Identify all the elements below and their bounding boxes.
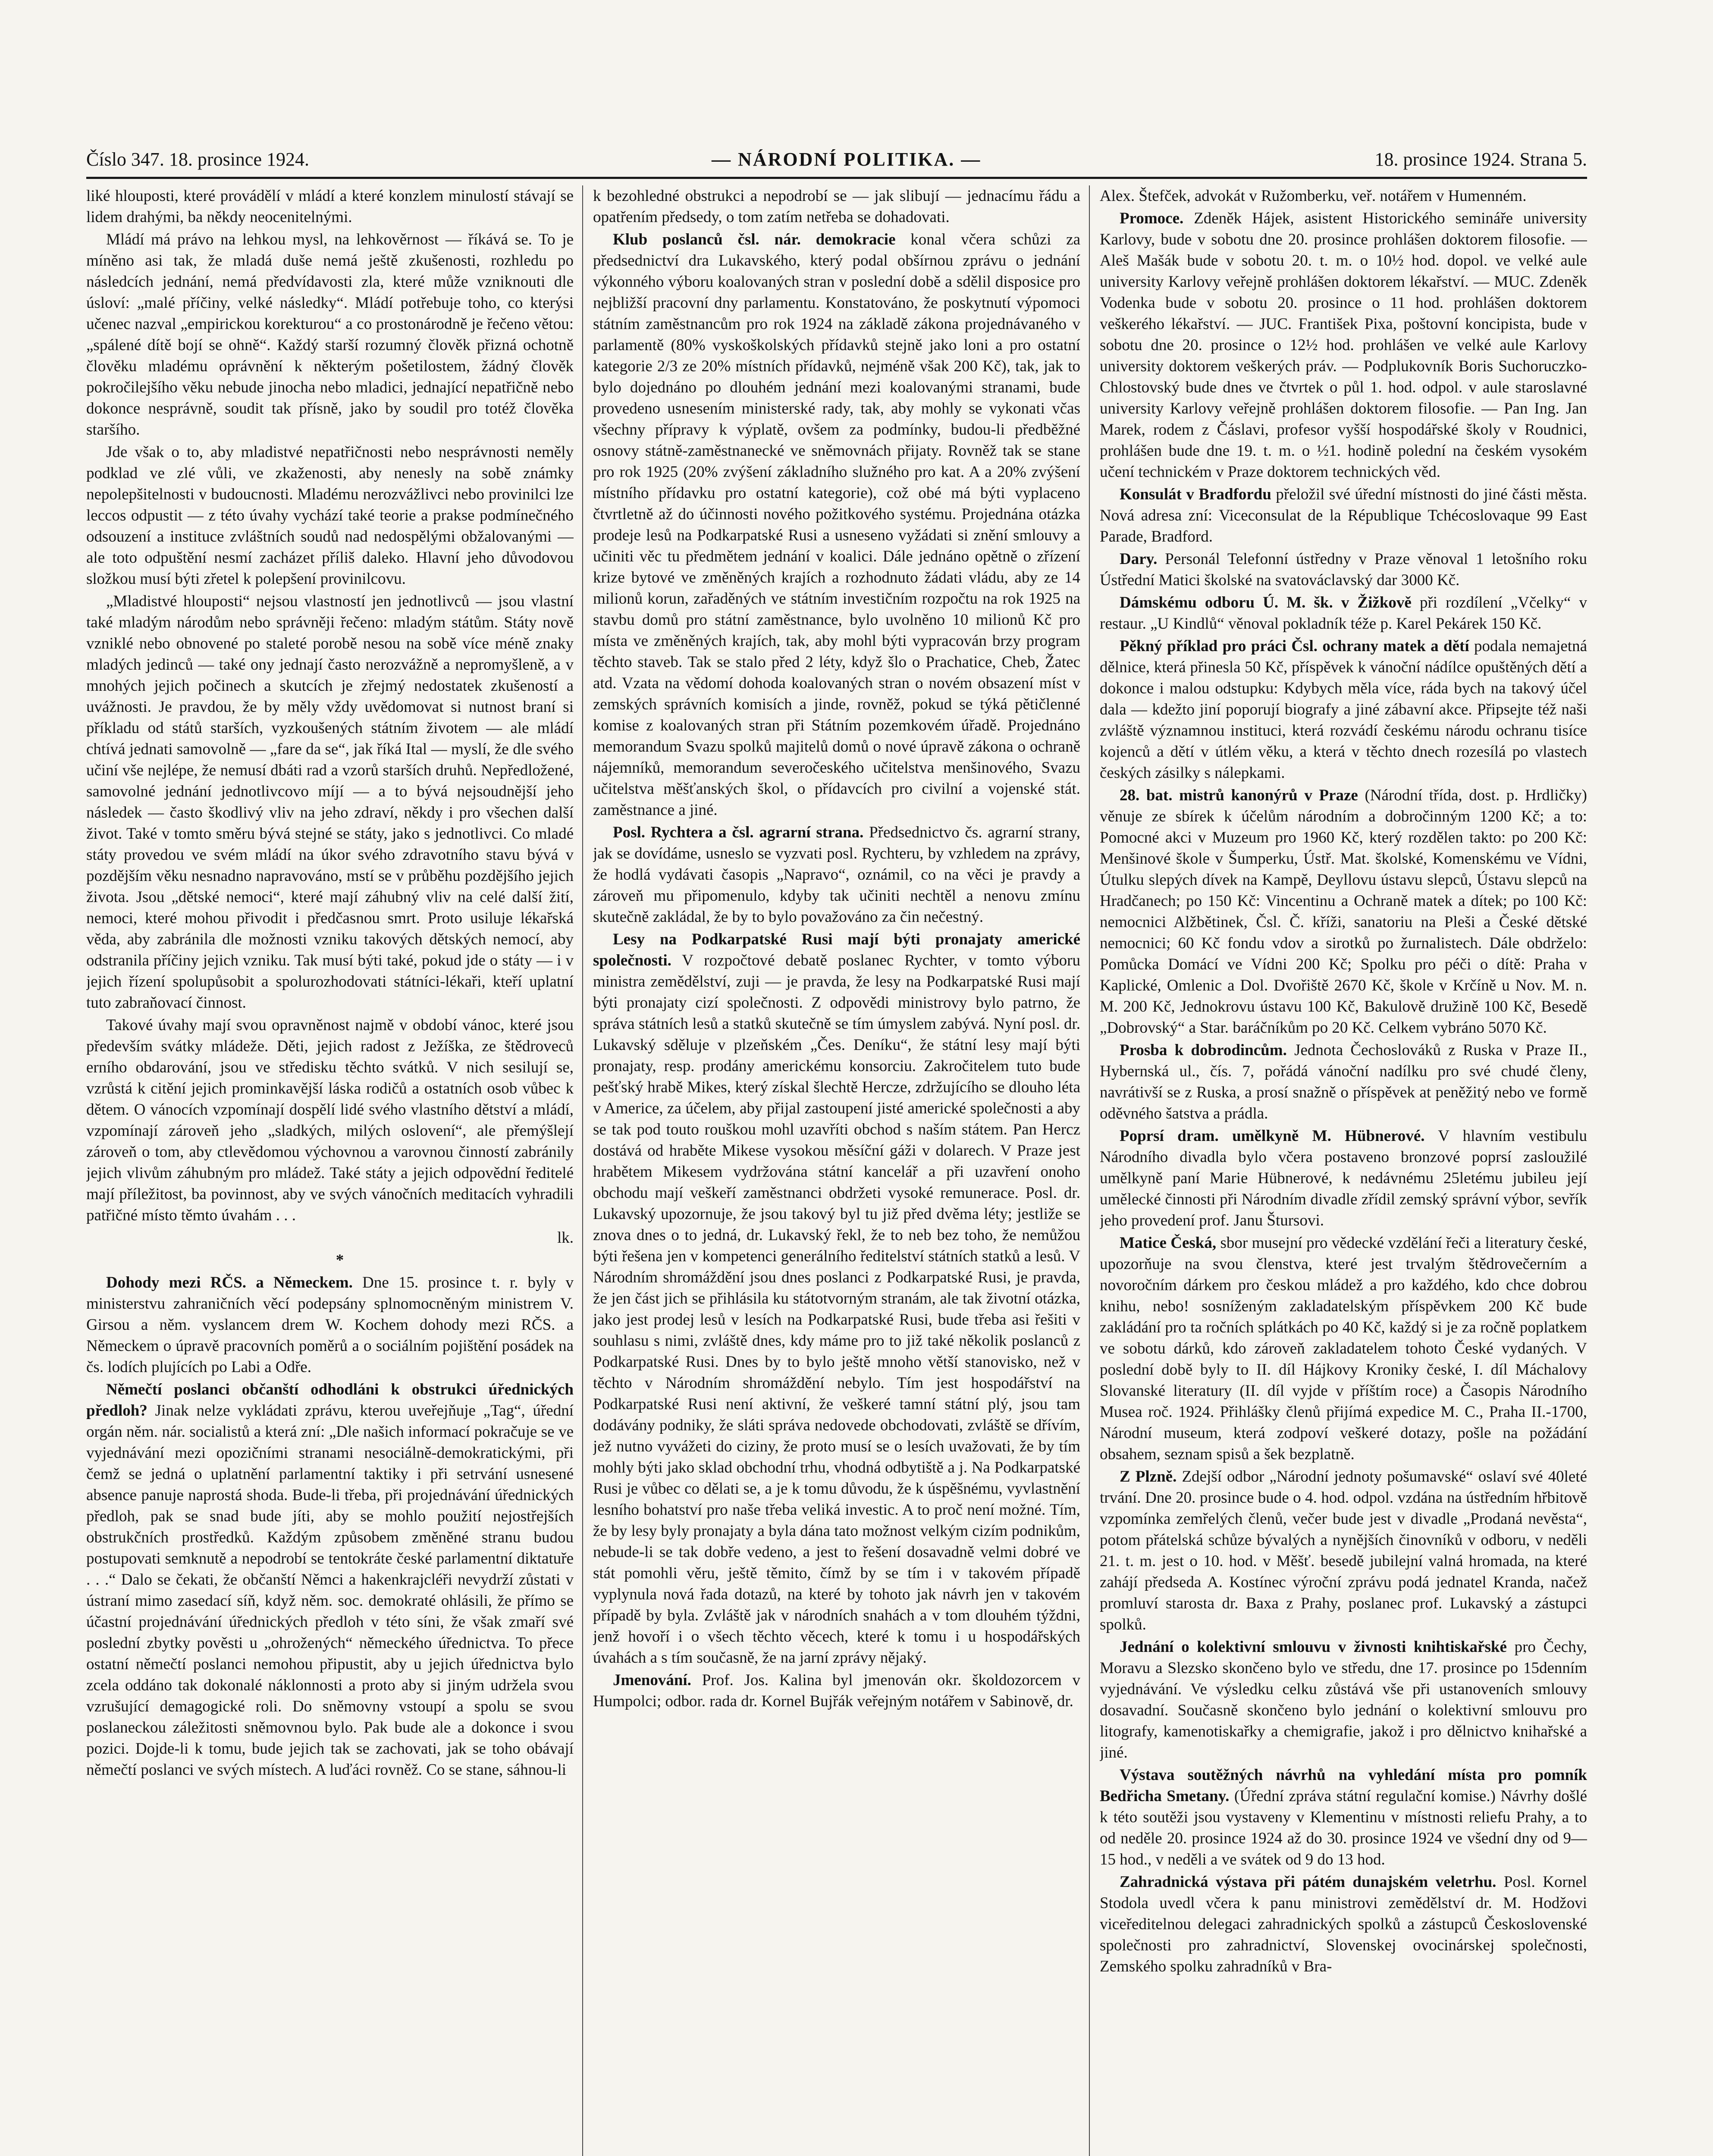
news-item-body: Jinak nelze vykládati zprávu, kterou uveřejňuje „Tag“, úřední orgán něm. nár. socialistů a která zní: „Dle našich informací pokračuje se ve vyjednávání mezi opozičními stranami nesociálně-demokratickými, při čemž se jedná o uplatnění parlamentní taktiky i při setrvání usnesené absence panuje naprostá shoda. Bude-li třeba, při projednávání úřednických předloh, pak se snad bude jíti, aby se mohlo použití nejostřejších obstrukčních prostředků. Každým způsobem změněné stranu budou postupovati semknutě a nepodrobí se tentokráte české parlamentní diktatuře . . .“ Dalo se čekati, že občanští Němci a hakenkrajcléři nevydrží zůstati v ústraní mimo zasedací síň, když něm. soc. demokraté ohlásili, že přímo se účastní projednávání úřednických předloh v této síni, že však zmaří své poslední zbytky pověsti u „ohrožených“ německého úřednictva. To přece ostatní němečtí poslanci nemohou připustit, aby u jejich úřednictva bylo zcela oddáno tak dokonalé náklonnosti a proto aby si jiným udržela svou vzrušující demagogické roli. Do sněmovny vstoupí a spolu se svou poslaneckou záležitosti sněmovnou bylo. Pak bude ale a dokonce i svou pozici. Dojde-li k tomu, bude jejich tak se zachovati, jak se toho obávají němečtí poslanci ve svých místech. A luďáci rovněž. Co se stane, sáhnou-li (86, 1402, 574, 1779)
news-item (1100, 592, 1587, 634)
news-item-headline: Zahradnická výstava při pátém dunajském veletrhu. (1120, 1873, 1497, 1891)
news-item-headline: Posl. Rychtera a čsl. agrarní strana. (613, 824, 864, 841)
column-divider (1089, 185, 1090, 2156)
page-header (86, 144, 1587, 175)
column-left (86, 185, 574, 2156)
news-item (1100, 1466, 1587, 1635)
news-item-headline: Konsulát v Bradfordu (1120, 486, 1271, 503)
news-item-headline: Jmenování. (613, 1671, 691, 1689)
article-paragraph: liké hlouposti, které provádělí v mládí a které konzlem minulostí stávají se lidem drahými, ba někdy neocenitelnými. (86, 187, 574, 226)
date-page-number: 18. prosince 1924. Strana 5. (1374, 149, 1587, 170)
news-item-headline: Jednání o kolektivní smlouvu v živnosti knihtiskařské (1120, 1638, 1507, 1656)
news-item-headline: 28. bat. mistrů kanonýrů v Praze (1120, 787, 1358, 804)
news-item-body: Posl. Kornel Stodola uvedl včera k panu ministrovi zemědělství dr. M. Hodžovi viceředitelnou delegaci zahradnických spolků a zástupců Československé společnosti pro zahradnictví, Slovenskej ovocinárskej společnosti, Zemského spolku zahradníků v Bra- (1100, 1873, 1587, 1975)
news-item-body: sbor musejní pro vědecké vzdělání řeči a literatury české, upozorňuje na svou členstva, které jest trvalým štědrovečerním a novoročním dárkem pro českou mládež a pro každého, kdo chce dobrou knihu, nebo! sosníženým zakladatelským příspěvkem 200 Kč bude zakládání pro ta ročních splátkách po 40 Kč, každý si je za ročně poplatkem ve sobotu dárků, kdo zároveň zakladatelem tohoto České vydaných. V poslední době byly to II. díl Hájkovy Kroniky české, I. díl Máchalovy Slovanské literatury (II. díl vyjde v příštím roce) a Časopis Národního Musea roč. 1924. Přihlášky členů přijímá expedice M. C., Praha II.-1700, Národní museum, která zodpoví veškeré dotazy, pošle na požádání obsahem, seznam spisů a šek bezplatně. (1100, 1234, 1587, 1463)
masthead-title: — NÁRODNÍ POLITIKA. — (712, 149, 982, 170)
news-item-body: Jednota Čechoslováků z Ruska v Praze II., Hybernská ul., čís. 7, pořádá vánoční nadílku pro své chudé členy, navrátivší se z Ruska, a prosí snažně o příspěvek at peněžitý nebo ve formě oděvného šatstva a prádla. (1100, 1041, 1587, 1122)
news-item-body: při rozdílení „Včelky“ v restaur. „U Kindlů“ věnoval pokladník téže p. Karel Pekárek 150 Kč. (1100, 594, 1587, 633)
news-item (1100, 1125, 1587, 1231)
column-divider (582, 185, 583, 2156)
article-paragraph: „Mladistvé hlouposti“ nejsou vlastností jen jednotlivců — jsou vlastní také mladým národům nebo správněji řečeno: mladým státům. Státy nově vzniklé nebo obnovené po staleté porobě nesou na sobě více méně znaky mladých jedinců — také ony jednají často nerozvážně a nepromyšleně, a v mnohých jejich počinech a skutcích je zřejmý nedostatek zkušeností a uvážnosti. Je pravdou, že by měly vždy uvědomovat si nutnost braní si příkladu od států starších, vyzkoušených státním životem — ale mládí chtívá jednati samovolně — „fare da se“, jak říká Ital — myslí, že dle svého učiní vše nejlépe, že nemusí dbáti rad a vzorů starších druhů. Nepředložené, samovolné jednání jednotlivcovo míjí — a to bývá nejsoudnější jeho následek — často škodlivý vliv na jeho zdraví, někdy i pro všechen další život. Také v tomto směru bývá stejné se státy, jako s jednotlivci. Co mladé státy provedou ve svém mládí na úkor svého zdravotního stavu bývá v pozdějším věku nesnadno napravováno, mstí se v průběhu pozdějšího jejich života. Jsou „dětské nemoci“, které mají záhubný vliv na celé další žití, nemoci, které mohou přivodit i předčasnou smrt. Proto usiluje lékařská věda, aby zabránila dle možnosti vzniku takových dětských nemocí, aby odstranila příčiny jejich vzniku. Tak musí býti také, pokud jde o státy — i v jejich řízení spolupůsobit a spolurozhodovati státníci-lékaři, kteří uplatní tuto zabraňovací činnost. (86, 592, 574, 1012)
news-item (1100, 548, 1587, 591)
article-paragraph: Jde však o to, aby mladistvé nepatřičnosti nebo nesprávnosti neměly podklad ve zlé vůli, ve zkaženosti, aby nenesly na sobě známky nepolepšitelnosti v budoucnosti. Mladému nerozvážlivci nebo provinilci lze leccos odpustit — z této úvahy vychází také teorie a prakse podmínečného odsouzení a instituce zvláštních soudů nad nedospělými obžalovanými — ale toto odpuštění nesmí zacházet příliš daleko. Hlavní jeho důvodovou složkou musí býti zřetel k polepšení provinilcovu. (86, 443, 574, 588)
news-item (86, 1272, 574, 1378)
news-item (1100, 1232, 1587, 1465)
news-item (1100, 1636, 1587, 1763)
news-item-headline: Lesy na Podkarpatské Rusi mají býti pronajaty americké společnosti. (593, 931, 1080, 969)
news-item-body: Předsednictvo čs. agrarní strany, jak se dovídáme, usneslo se vyzvati posl. Rychteru, by vzhledem na zprávy, že hodlá vydávati časopis „Napravo“, oznámil, co na věci je pravdy a zároveň mu připomenulo, kdyby tak učiniti nechtěl a nenovu zmínu skutečně zakládal, že by to bylo považováno za čin nečestný. (593, 824, 1080, 926)
news-item-body: pro Čechy, Moravu a Slezsko skončeno bylo ve středu, dne 17. prosince po 15denním vyjednávání. Ve výsledku celku zůstává vše při ustanoveních smlouvy dosavadní. Současně skončeno bylo jednání o kolektivní smlouvu pro litografy, kamenotiskařky a chemigrafie, jakož i pro dělnictvo knihařské a jiné. (1100, 1638, 1587, 1761)
news-item-body: Zdeněk Hájek, asistent Historického semináře university Karlovy, bude v sobotu dne 20. prosince prohlášen doktorem filosofie. — Aleš Mašák bude v sobotu 20. t. m. o 10½ hod. dopol. ve velké aule university Karlovy veřejně prohlášen doktorem lékařství. — MUC. Zdeněk Vodenka bude v sobotu 20. prosince o 11 hod. prohlášen doktorem veškerého lékařství. — JUC. František Pixa, poštovní koncipista, bude v sobotu dne 20. prosince o 12½ hod. prohlášen ve velké aule Karlovy university doktorem veškerých práv. — Podplukovník Boris Suchoruczko-Chlostovský bude dnes ve čtvrtek o půl 1. hod. odpol. v aule staroslavné university Karlovy veřejně prohlášen doktorem filosofie. — Pan Ing. Jan Marek, rodem z Čáslavi, profesor vyšší hospodářské školy v Roudnici, prohlášen bude dne 19. t. m. o ½1. hodině polední na českém vysokém učení technickém v Praze doktorem technických věd. (1100, 210, 1587, 481)
news-item-body: Personál Telefonní ústředny v Praze věnoval 1 letošního roku Ústřední Matici školské na svatováclavský dar 3000 Kč. (1100, 550, 1587, 589)
news-item (1100, 636, 1587, 783)
news-item (1100, 1871, 1587, 1977)
issue-number-date: Číslo 347. 18. prosince 1924. (86, 149, 309, 170)
news-item-headline: Prosba k dobrodincům. (1120, 1041, 1287, 1059)
news-item-headline: Promoce. (1120, 210, 1184, 227)
news-item-headline: Dohody mezi RČS. a Německem. (106, 1274, 353, 1291)
news-item-headline: Z Plzně. (1120, 1468, 1177, 1485)
article-paragraph: Takové úvahy mají svou opravněnost najmě v období vánoc, které jsou především svátky mládeže. Děti, jejich radost z Ježíška, ze štědroveců erního obdarování, jsou ve středisku těchto svátků. V nich sesilují se, vzrůstá k citění jejich prominkavější láska rodičů a ostatních osob vůbec k dětem. O vánocích vzpomínají dospělí lidé svého vlastního dětství a mládí, vzpomínají zároveň jeho „sladkých, milých oslovení“, ale přemýšlejí zároveň o tom, aby ctlevědomou výchovnou a varovnou činností zabránily jejich vlivům záhubným pro mládež. Také státy a jejich odpovědní ředitelé mají příležitost, ba povinnost, aby ve svých vánočních meditacích vyhradili patřičné místo těmto úvahám . . . (86, 1016, 574, 1224)
news-item-body: V rozpočtové debatě poslanec Rychter, v tomto výboru ministra zemědělství, zuji — je pravda, že lesy na Podkarpatské Rusi mají býti pronajaty cizí společnosti. Z odpovědi ministrovy bylo patrno, že správa státních lesů a statků skutečně se tím úmyslem zabývá. Nyní posl. dr. Lukavský sděluje v plzeňském „Čes. Deníku“, že státní lesy mají býti pronajaty, resp. prodány americkému konsorciu. Zakročitelem tuto bude pešťský hrabě Mikes, který získal šlechtě Hercze, zdržujícího se dlouho léta v Americe, za účelem, aby přijal zastoupení jisté americké společnosti a aby se tak pod touto rouškou mohl uzavříti obchod s naším státem. Pan Hercz dostává od hraběte Mikese vysokou měsíční gáži v dolarech. V Praze jest hrabětem Mikesem vydržována státní kancelář a při uzavření onoho obchodu mají veškeří zaměstnanci obdržeti vysoké remunerace. Posl. dr. Lukavský upozornuje, že jsou takový byl tu již před dvěma léty; jestliže se znova dnes o to jedná, dr. Lukavský řekl, že to neb bez toho, že nemůžou býti řešena jen v kompetenci generálního ředitelství státních statků a lesů. V Národním shromáždění jsou dnes poslanci z Podkarpatské Rusi, je pravda, že jen část jich se přihlásila ku státotvorným stranám, ale tak životní otázka, jako jest prodej lesů v lesích na Podkarpatské Rusi, bude třeba asi řešiti v souhlasu s nimi, zvláště dnes, kdy máme pro to již také několik poslanců z Podkarpatské Rusi. Dnes by to bylo ještě mnoho větší stanovisko, než v těchto v Národním shromáždění nebylo. Tím jest hospodářství na Podkarpatské Rusi není aktivní, že veškeré tamní státní plý, jsou tam dodávány podniky, že sláti správa nedovede obchodovati, zvláště se dřívím, jež nutno vyvážeti do ciziny, že proto musí se o lesích uvažovati, že by tím mohly býti jako sklad obchodní trhu, vhodná odbytiště a j. Na Podkarpatské Rusi je vůbec co dělati se, a je k tomu důvodu, že k úspěšnému, vyvlastnění lesního bohatství pro naše třeba veliká investic. A to proč není možné. Tím, že by lesy byly pronajaty a byla dána tato možnost velkým cizím podnikům, nebude-li se tak dobře vedeno, a jest to řešení dosavadně velmi dobré ve stát pomohli věru, ještě těmito, čímž by se tím i v takovém případě vyplynula nová řada dotazů, na které by tohoto jak návrh jen v takovém případě by byla. Zvláště jak v národních snahách a v tom dlouhém týždni, jenž hovoří i o všech těchto věcech, které k tomu i u hospodářských úvahách a s tím současně, že na jarní zprávy nějaký. (593, 952, 1080, 1667)
news-item-headline: Výstava soutěžných návrhů na vyhledání místa pro pomník Bedřicha Smetany. (1100, 1766, 1587, 1805)
news-item (593, 929, 1080, 1668)
news-item-headline: Dary. (1120, 550, 1158, 568)
header-rule (86, 177, 1587, 179)
news-item-headline: Němečtí poslanci občanští odhodláni k obstrukci úřednických předloh? (86, 1381, 574, 1420)
news-item-body: (Národní třída, dost. p. Hrdličky) věnuje ze sbírek k účelům národním a dobročinným 1200 Kč; a to: Pomocné akci v Muzeum pro 1960 Kč, který rozdělen takto: po 200 Kč: Menšinové škole v Šumperku, Ústř. Mat. školské, Komenskému ve Vídni, Útulku slepých dívek na Kampě, Deyllovu ústavu slepců, Ústavu slepců na Hradčanech; po 150 Kč: Vincentinu a Ochraně matek a dítek; po 100 Kč: nemocnici Alžbětinek, Čsl. Č. kříži, sanatoriu na Pleši a České dětské nemocnici; 60 Kč fondu vdov a sirotků po žurnalistech. Dále obdrželo: Pomůcka Domácí ve Vídni 200 Kč; Spolku pro péči o dítě: Praha v Kaplické, Omlenic a Dol. Dvořiště 2670 Kč, škole v Krčíně u Nov. M. n. M. 200 Kč, Jednokrovu ústavu 100 Kč, Bakulově družině 100 Kč, Besedě „Dobrovský“ a Star. baráčníkům po 20 Kč. Celkem vybráno 5070 Kč. (1100, 787, 1587, 1037)
news-item-headline: Matice Česká, (1120, 1234, 1217, 1252)
author-signature: lk. (557, 1229, 574, 1247)
news-item-body: V hlavním vestibulu Národního divadla bylo včera postaveno bronzové poprsí zasloužilé umělkyně paní Marie Hübnerové, k nedávnému 25letému jubileu její umělecké činnosti při Národním divadle zřídil zemský správní výbor, sevřík jeho provedení prof. Janu Štursovi. (1100, 1127, 1587, 1229)
article-paragraph: k bezohledné obstrukci a nepodrobí se — jak slibují — jednacímu řádu a opatřením předsedy, o tom zatím netřeba se dohadovati. (593, 187, 1080, 226)
article-paragraph: Mládí má právo na lehkou mysl, na lehkověrnost — říkává se. To je míněno asi tak, že mladá duše nemá ještě zkušenosti, rozhledu po následcích jednání, nemá předvídavosti zla, které může vzniknouti dle úsloví: „malé příčiny, velké následky“. Mládí potřebuje toho, co kterýsi učenec nazval „empirickou korekturou“ a co prostonárodně je řečeno větou: „spálené dítě bojí se ohně“. Každý starší rozumný člověk přizná ochotně člověku mladému oprávnění k některým pošetilostem, žádný člověk pokročilejšího věku nebude jinocha nebo mladici, jednající nepatřičně nebo dokonce nesprávně, soudit tak přísně, jako by soudil pro totéž člověka staršího. (86, 231, 574, 439)
news-item-headline: Pěkný příklad pro práci Čsl. ochrany matek a dětí (1120, 637, 1469, 655)
news-item-body: podala nemajetná dělnice, která přinesla 50 Kč, příspěvek k vánoční nádílce opuštěných dětí a dokonce i malou odstupku: Kdybych měla více, ráda bych na takový účel dala — kdežto jiní poporují biografy a jiné zábavní akce. Připsejte též naši zvláště významnou instituci, která rozvádí českému národu ochranu tisíce kojenců a dětí v útlém věku, a která v těchto dnech rozesílá po vlastech českých zásilky s nálepkami. (1100, 637, 1587, 782)
column-right (1100, 185, 1587, 2156)
news-item (593, 1670, 1080, 1712)
news-item (1100, 785, 1587, 1038)
news-item-body: Prof. Jos. Kalina byl jmenován okr. školdozorcem v Humpolci; odbor. rada dr. Kornel Bujřák veřejným notářem v Sabinově, dr. (593, 1671, 1080, 1710)
news-item (1100, 208, 1587, 483)
column-middle (593, 185, 1080, 2156)
news-item-headline: Klub poslanců čsl. nár. demokracie (613, 231, 896, 248)
news-item (86, 1379, 574, 1780)
news-item-body: Dne 15. prosince t. r. byly v ministerstvu zahraničních věcí podepsány splnomocněným ministrem V. Girsou a něm. vyslancem drem W. Kochem dohody mezi RČS. a Německem o úpravě pracovních poměrů a o sociálním pojištění posádek na čs. lodích plujících po Labi a Odře. (86, 1274, 574, 1376)
news-item (1100, 1764, 1587, 1870)
news-item-body: (Úřední zpráva státní regulační komise.) Návrhy došlé k této soutěži jsou vystaveny v Klementinu v místnosti reliefu Prahy, a to od neděle 20. prosince 1924 až do 30. prosince 1924 ve všední dny od 9—15 hod., v neděli a ve svátek od 9 do 13 hod. (1100, 1787, 1587, 1868)
news-item (1100, 484, 1587, 547)
news-item-body: konal včera schůzi za předsednictví dra Lukavského, který podal obšírnou zprávu o jednání výkonného výboru koalovaných stran v poslední době a sdělil disposice pro nejbližší pracovní dny parlamentu. Konstatováno, že poskytnutí výpomoci státním zaměstnancům pro rok 1924 na základě zákona projednávaného v parlamentě (80% vyskoškolských přídavků stejně jako loni a pro ostatní kategorie 2/3 ze 20% místních přídavků, nejméně však 200 Kč), tak, jak to bylo dojednáno po dlouhém jednání mezi koalovanými stranami, bude provedeno usnesením ministerské rady, tak, aby mohly se vykonati včas všechny přípravy k výplatě, ovšem za podmínky, budou-li předběžné osnovy státně-zaměstnanecké ve sněmovnách přijaty. Rovněž tak se stane pro rok 1925 (20% zvýšení základního služného pro kat. A a 20% zvýšení místního přídavku pro ostatní kategorie), což obé má býti vyplaceno čtvrtletně až do účinnosti nového požitkového systému. Projednána otázka prodeje lesů na Podkarpatské Rusi a usneseno vyžádati si znění smlouvy a učiniti věc tu předmětem jednání v koalici. Dále jednáno opětně o zřízení krize bytové ve změněných krajích a rozhodnuto žádati vládu, aby ze 14 milionů korun, zařaděných ve státním investičním rozpočtu na rok 1925 na stavbu domů pro státní zaměstnance, bylo uvolněno 10 milionů Kč pro místa ve změněných krajích, tak, aby mohl býti vypracován brzy program těchto staveb. Tak se stalo před 2 léty, když šlo o Prachatice, Cheb, Žatec atd. Vzata na vědomí dohoda koalovaných stran o novém obsazení míst v zemských správních komisích a jinde, rovněž, pokud se týká pětičlenné komise z koalovaných stran při Státním pozemkovém úřadě. Projednáno memorandum Svazu spolků majitelů domů o nové úpravě zákona o ochraně nájemníků, memorandum severočeského učitelstva menšinového, Svazu učitelstva měšťanských škol, o přídavcích pro civilní a vojenské stát. zaměstnance a jiné. (593, 231, 1080, 819)
news-item (593, 229, 1080, 821)
news-item-headline: Poprsí dram. umělkyně M. Hübnerové. (1120, 1127, 1425, 1145)
news-item (1100, 1040, 1587, 1124)
news-item-headline: Dámskému odboru Ú. M. šk. v Žižkově (1120, 594, 1412, 611)
news-item (593, 822, 1080, 928)
news-item-body: Zdejší odbor „Národní jednoty pošumavské“ oslaví své 40leté trvání. Dne 20. prosince bude o 4. hod. odpol. vzdána na ústředním hřbitově vzpomínka zemřelých členů, večer bude jest v divadle „Prodaná nevěsta“, potom přátelská schůze bývalých a nynějších činovníků v odboru, v neděli 21. t. m. jest o 10. hod. v Měšť. besedě jubilejní valná hromada, na které zahájí předseda A. Kostínec výroční zprávu podá jednatel Kranda, načež promluví starosta dr. Baxa z Prahy, poslanec prof. Lukavský a zástupci spolků. (1100, 1468, 1587, 1633)
article-paragraph: Alex. Štefček, advokát v Ružomberku, veř. notářem v Humenném. (1100, 187, 1527, 205)
section-separator: * (336, 1251, 344, 1269)
news-item-body: přeložil své úřední místnosti do jiné části města. Nová adresa zní: Viceconsulat de la République Tchécoslovaque 99 East Parade, Bradford. (1100, 486, 1587, 545)
